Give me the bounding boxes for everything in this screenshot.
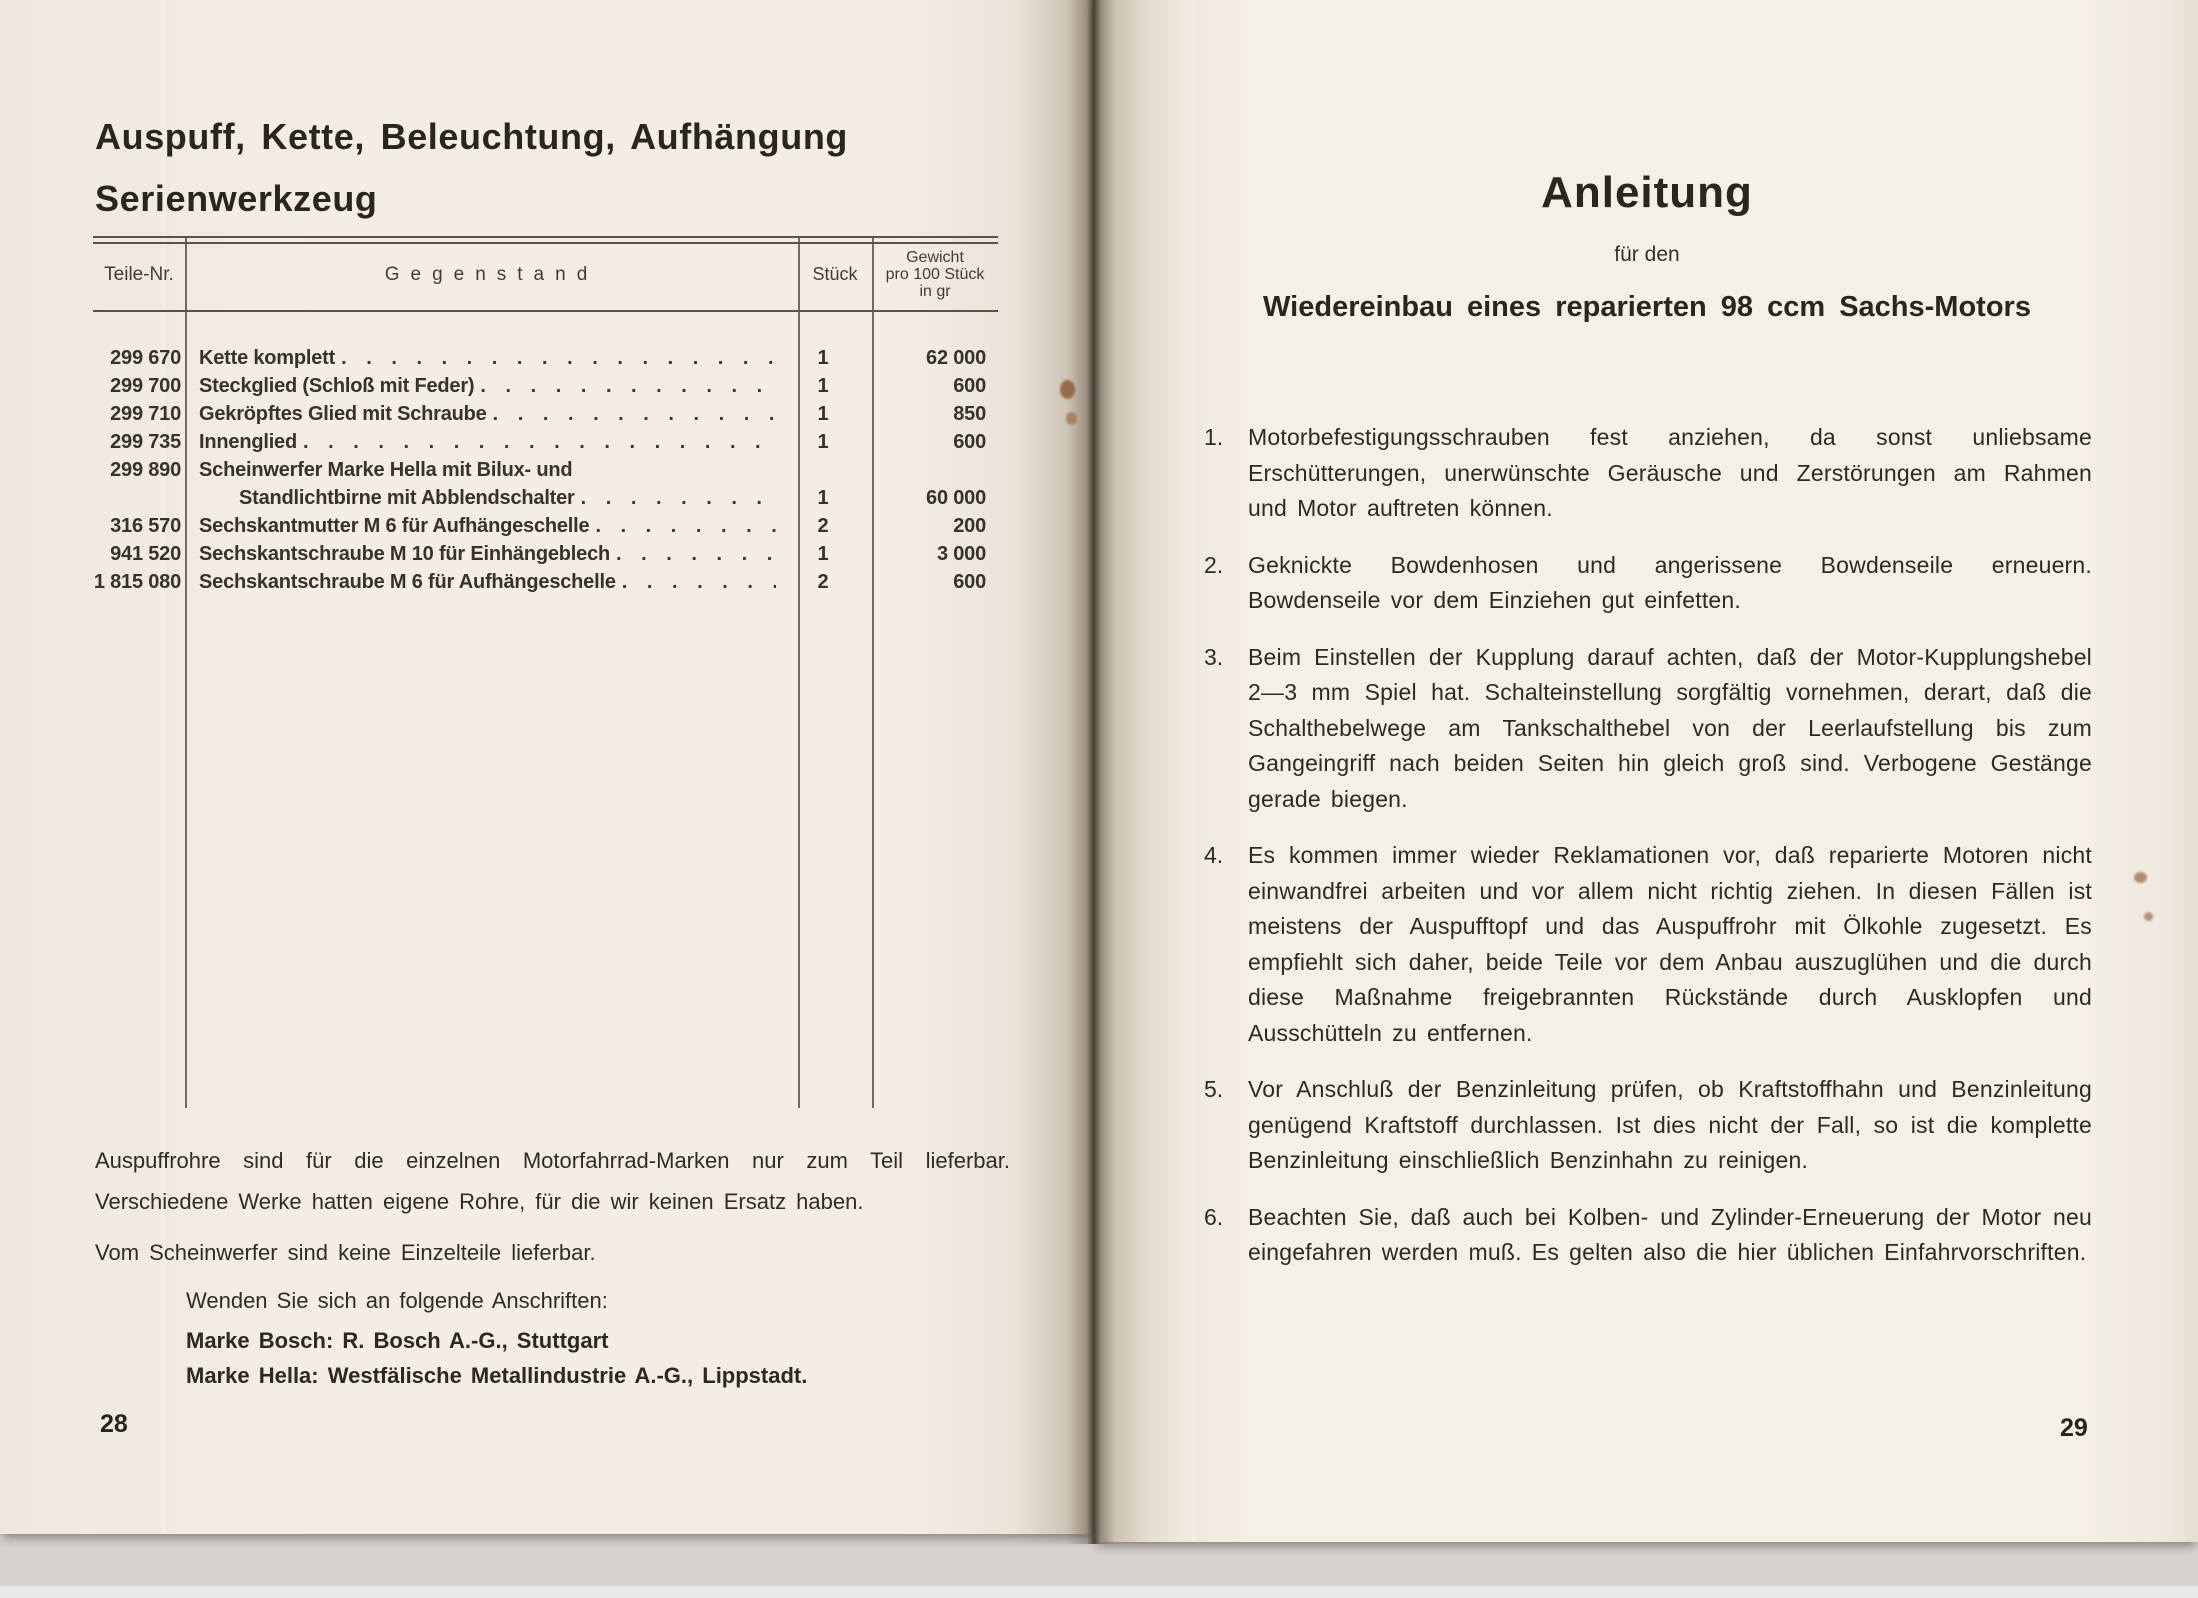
- stueck-value: 2: [817, 515, 829, 537]
- page-title: [95, 106, 848, 230]
- instruction-number: 1.: [1204, 424, 1224, 450]
- right-page: [1094, 0, 2198, 1542]
- page-number-right: 29: [2060, 1414, 2088, 1442]
- instruction-number: 3.: [1204, 643, 1224, 670]
- table-row: [93, 372, 998, 400]
- stueck-value: 2: [817, 571, 829, 593]
- page-title-line2: Serienwerkzeug: [95, 178, 378, 219]
- part-number: 316 570: [110, 515, 181, 537]
- part-number: 941 520: [110, 543, 181, 565]
- part-number: 299 710: [110, 403, 181, 425]
- header-gewicht-line3: in gr: [919, 283, 951, 300]
- gewicht-value: 200: [953, 515, 986, 537]
- table-row: [93, 484, 998, 512]
- instruction-number: 4.: [1204, 842, 1224, 868]
- dot-leader: [622, 568, 776, 596]
- instruction-item: [1204, 1072, 2092, 1179]
- part-description: [185, 372, 786, 400]
- dot-leader: [480, 372, 776, 400]
- stueck-value: 1: [817, 375, 829, 397]
- heading-subject: Wiedereinbau eines reparierten 98 ccm Sachs-Motors: [1263, 291, 2031, 323]
- part-number: 299 700: [110, 375, 181, 397]
- part-description-text: Kette komplett: [199, 347, 336, 369]
- contact-list: [186, 1323, 807, 1393]
- gewicht-value: 60 000: [926, 487, 986, 509]
- stueck-value: 1: [817, 347, 829, 369]
- dot-leader: [616, 540, 776, 568]
- dot-leader: [581, 484, 776, 512]
- instruction-text: Beachten Sie, daß auch bei Kolben- und Zylinder-Erneuerung der Motor neu eingefahren werden muß. Es gelten also die hier üblichen Einfahrvorschriften.: [1248, 1203, 2092, 1265]
- dot-leader: [595, 512, 776, 540]
- table-row: [93, 540, 998, 568]
- scanner-strip: [0, 1586, 2198, 1598]
- foxing-spot: [2134, 872, 2147, 883]
- instruction-list: [1204, 420, 2092, 1292]
- part-description: [185, 540, 786, 568]
- instruction-item: [1204, 548, 2092, 619]
- instruction-text: Beim Einstellen der Kupplung darauf achten, daß der Motor-Kupplungshebel 2—3 mm Spiel hat. Schalteinstellung sorgfältig vornehmen, derart, daß die Schalthebelwege am Tankschalthebel von der Leerlaufstellung bis zum Gangeingriff nach beiden Seiten hin gleich groß sind. Verbogene Gestänge gerade biegen.: [1248, 643, 2092, 812]
- part-description-text: Steckglied (Schloß mit Feder): [199, 375, 475, 397]
- part-description-text: Sechskantmutter M 6 für Aufhängeschelle: [199, 515, 590, 537]
- part-description: [185, 344, 786, 372]
- foxing-spot: [2144, 912, 2153, 921]
- note-headlight: Vom Scheinwerfer sind keine Einzelteile lieferbar.: [95, 1240, 596, 1265]
- part-number: 1 815 080: [93, 571, 181, 593]
- table-header: [93, 238, 998, 312]
- header-gegenstand: Gegenstand: [384, 264, 599, 285]
- foxing-spot: [1066, 412, 1077, 425]
- table-row: [93, 512, 998, 540]
- instruction-number: 2.: [1204, 551, 1224, 578]
- header-gewicht: [872, 249, 998, 300]
- dot-leader: [341, 344, 776, 372]
- stueck-value: 1: [817, 487, 829, 509]
- table-row: [93, 400, 998, 428]
- contact-line: Marke Bosch: R. Bosch A.-G., Stuttgart: [186, 1328, 609, 1353]
- part-description-text: Standlichtbirne mit Abblendschalter: [239, 487, 575, 509]
- paper-crease: [1190, 0, 1200, 1542]
- table-row: [93, 456, 998, 484]
- gewicht-value: 600: [953, 431, 986, 453]
- part-description-text: Sechskantschraube M 10 für Einhängeblech: [199, 543, 611, 565]
- note-exhaust-pipes: Auspuffrohre sind für die einzelnen Motorfahrrad-Marken nur zum Teil lieferbar. Verschiedene Werke hatten eigene Rohre, für die wir keinen Ersatz haben.: [95, 1148, 1010, 1214]
- gewicht-value: 3 000: [936, 543, 986, 565]
- foxing-spot: [1060, 380, 1075, 399]
- table-row: [93, 568, 998, 596]
- part-description: [185, 484, 786, 512]
- parts-table: [93, 236, 998, 1108]
- part-description-text: Scheinwerfer Marke Hella mit Bilux- und: [199, 459, 573, 481]
- instruction-item: [1204, 1200, 2092, 1271]
- instruction-item: [1204, 640, 2092, 818]
- instruction-text: Es kommen immer wieder Reklamationen vor, daß reparierte Motoren nicht einwandfrei arbeiten und vor allem nicht richtig ziehen. In diesen Fällen ist meistens der Auspufftopf und das Auspuffrohr mit Ölkohle zugesetzt. Es empfiehlt sich daher, beide Teile vor dem Anbau auszuglühen und die durch diese Maßnahme freigebrannten Rückstände durch Ausklopfen und Ausschütteln zu entfernen.: [1248, 842, 2092, 1046]
- instruction-number: 6.: [1204, 1203, 1224, 1230]
- heading-title: Anleitung: [1541, 168, 1753, 217]
- part-number: 299 670: [110, 347, 181, 369]
- heading-subtitle: für den: [1614, 243, 1680, 266]
- parts-table-rows: [93, 312, 998, 596]
- part-number: [93, 484, 185, 512]
- page-number-left: 28: [100, 1410, 128, 1438]
- part-description: [185, 428, 786, 456]
- part-description: [185, 456, 786, 484]
- part-description-text: Sechskantschraube M 6 für Aufhängeschelle: [199, 571, 616, 593]
- gewicht-value: 62 000: [926, 347, 986, 369]
- page-title-line1: Auspuff, Kette, Beleuchtung, Aufhängung: [95, 116, 849, 157]
- column-divider: [185, 238, 187, 1108]
- contact-intro: Wenden Sie sich an folgende Anschriften:: [186, 1288, 608, 1313]
- header-gewicht-line2: pro 100 Stück: [885, 266, 985, 283]
- instruction-text: Geknickte Bowdenhosen und angerissene Bowdenseile erneuern. Bowdenseile vor dem Einziehen gut einfetten.: [1248, 551, 2092, 613]
- gewicht-value: 600: [953, 375, 986, 397]
- column-divider: [872, 238, 874, 1108]
- part-description: [185, 512, 786, 540]
- contact-line: Marke Hella: Westfälische Metallindustrie A.-G., Lippstadt.: [186, 1363, 808, 1388]
- part-description: [185, 400, 786, 428]
- gewicht-value: 600: [953, 571, 986, 593]
- dot-leader: [303, 428, 776, 456]
- part-number: 299 735: [110, 431, 181, 453]
- instruction-text: Motorbefestigungsschrauben fest anziehen, da sonst unliebsame Erschütterungen, unerwünschte Geräusche und Zerstörungen am Rahmen und Motor auftreten können.: [1248, 424, 2092, 521]
- stueck-value: 1: [817, 431, 829, 453]
- column-divider: [798, 238, 800, 1108]
- table-row: [93, 428, 998, 456]
- header-teile-nr: Teile-Nr.: [104, 264, 174, 285]
- instruction-item: [1204, 420, 2092, 527]
- instruction-item: [1204, 838, 2092, 1051]
- part-description-text: Gekröpftes Glied mit Schraube: [199, 403, 487, 425]
- part-number: 299 890: [110, 459, 181, 481]
- header-stueck: Stück: [812, 264, 858, 284]
- stueck-value: 1: [817, 403, 829, 425]
- dot-leader: [493, 400, 776, 428]
- left-page: [0, 0, 1094, 1534]
- instruction-text: Vor Anschluß der Benzinleitung prüfen, ob Kraftstoffhahn und Benzinleitung genügend Kraftstoff durchlassen. Ist dies nicht der Fall, so ist die komplette Benzinleitung einschließlich Benzinhahn zu reinigen.: [1248, 1076, 2092, 1173]
- part-description: [185, 568, 786, 596]
- instruction-number: 5.: [1204, 1076, 1224, 1102]
- instruction-heading: [1202, 168, 2092, 324]
- header-gewicht-line1: Gewicht: [906, 249, 964, 266]
- table-row: [93, 344, 998, 372]
- part-description-text: Innenglied: [199, 431, 298, 453]
- gewicht-value: 850: [953, 403, 986, 425]
- stueck-value: 1: [817, 543, 829, 565]
- gewicht-value: [860, 456, 998, 484]
